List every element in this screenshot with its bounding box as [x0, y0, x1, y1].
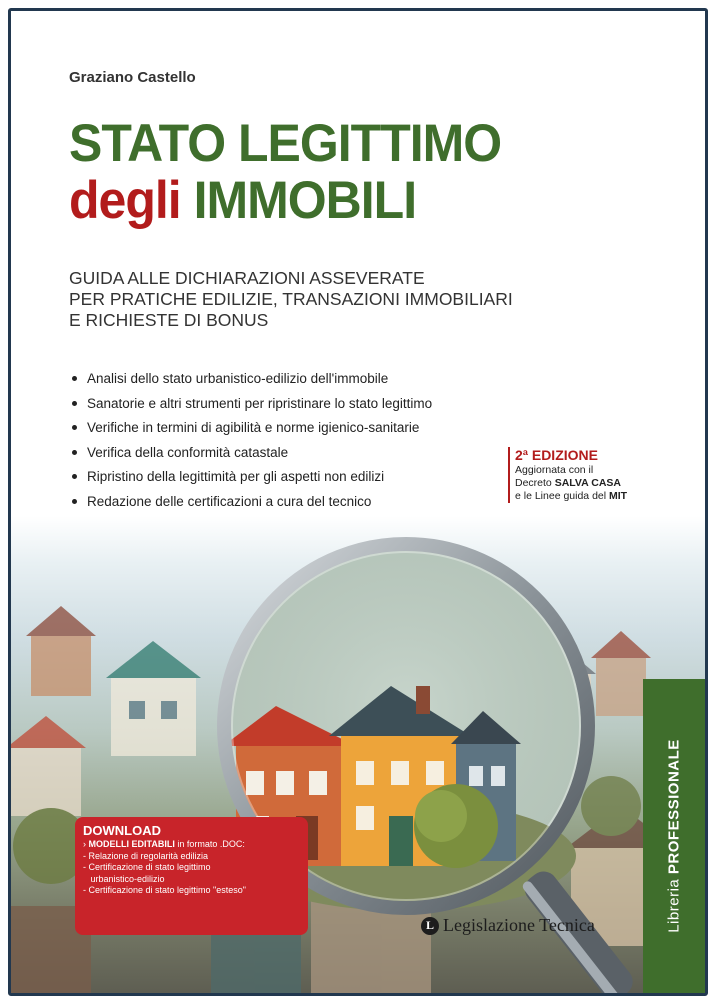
edition-note: Aggiornata con il — [515, 464, 594, 476]
publisher-logo-icon: L — [421, 917, 439, 935]
feature-item: Verifiche in termini di agibilità e norme igienico-sanitarie — [69, 418, 432, 443]
edition-note-text: Decreto — [515, 477, 552, 489]
series-band — [643, 679, 705, 993]
title-word-degli: degli — [69, 170, 181, 230]
subtitle-line: PER PRATICHE EDILIZIE, TRANSAZIONI IMMOBILIARI — [69, 289, 513, 309]
series-prefix: Libreria — [665, 878, 683, 933]
subtitle — [69, 268, 513, 331]
subtitle-line: E RICHIESTE DI BONUS — [69, 310, 269, 330]
download-item: - Relazione di regolarità edilizia — [83, 850, 209, 861]
series-name: PROFESSIONALE — [665, 739, 683, 875]
edition-mit: MIT — [609, 490, 628, 502]
feature-item: Ripristino della legittimità per gli aspetti non edilizi — [69, 467, 432, 492]
edition-badge — [508, 447, 627, 503]
edition-note-text: e le Linee guida del — [515, 490, 607, 502]
title-line-2 — [69, 170, 417, 230]
subtitle-line: GUIDA ALLE DICHIARAZIONI ASSEVERATE — [69, 268, 425, 288]
download-item: urbanistico-edilizio — [83, 873, 165, 884]
edition-decree-name: SALVA CASA — [554, 477, 621, 489]
download-box — [75, 817, 308, 935]
series-label — [643, 679, 705, 993]
download-item: - Certificazione di stato legittimo "esteso" — [83, 885, 246, 895]
publisher — [421, 915, 595, 936]
edition-note — [515, 490, 627, 503]
author-name: Graziano Castello — [69, 69, 196, 86]
download-models: MODELLI EDITABILI — [88, 839, 175, 849]
edition-title: 2ª EDIZIONE — [515, 447, 598, 463]
download-header — [83, 839, 300, 851]
feature-item: Analisi dello stato urbanistico-edilizio dell'immobile — [69, 369, 432, 394]
download-item: - Certificazione di stato legittimo — [83, 862, 211, 872]
feature-list — [69, 369, 432, 516]
publisher-name: Legislazione Tecnica — [443, 915, 595, 935]
download-arrow: › — [83, 839, 89, 849]
download-title: DOWNLOAD — [83, 823, 161, 838]
title-line-1: STATO LEGITTIMO — [69, 113, 502, 173]
series-label-text — [666, 739, 683, 933]
title-word-immobili: IMMOBILI — [193, 170, 417, 230]
feature-item: Sanatorie e altri strumenti per ripristinare lo stato legittimo — [69, 394, 432, 419]
book-cover — [8, 8, 708, 996]
feature-item: Verifica della conformità catastale — [69, 443, 432, 468]
edition-note — [515, 477, 627, 490]
download-format: in formato .DOC: — [174, 839, 245, 849]
feature-item: Redazione delle certificazioni a cura del tecnico — [69, 492, 432, 517]
